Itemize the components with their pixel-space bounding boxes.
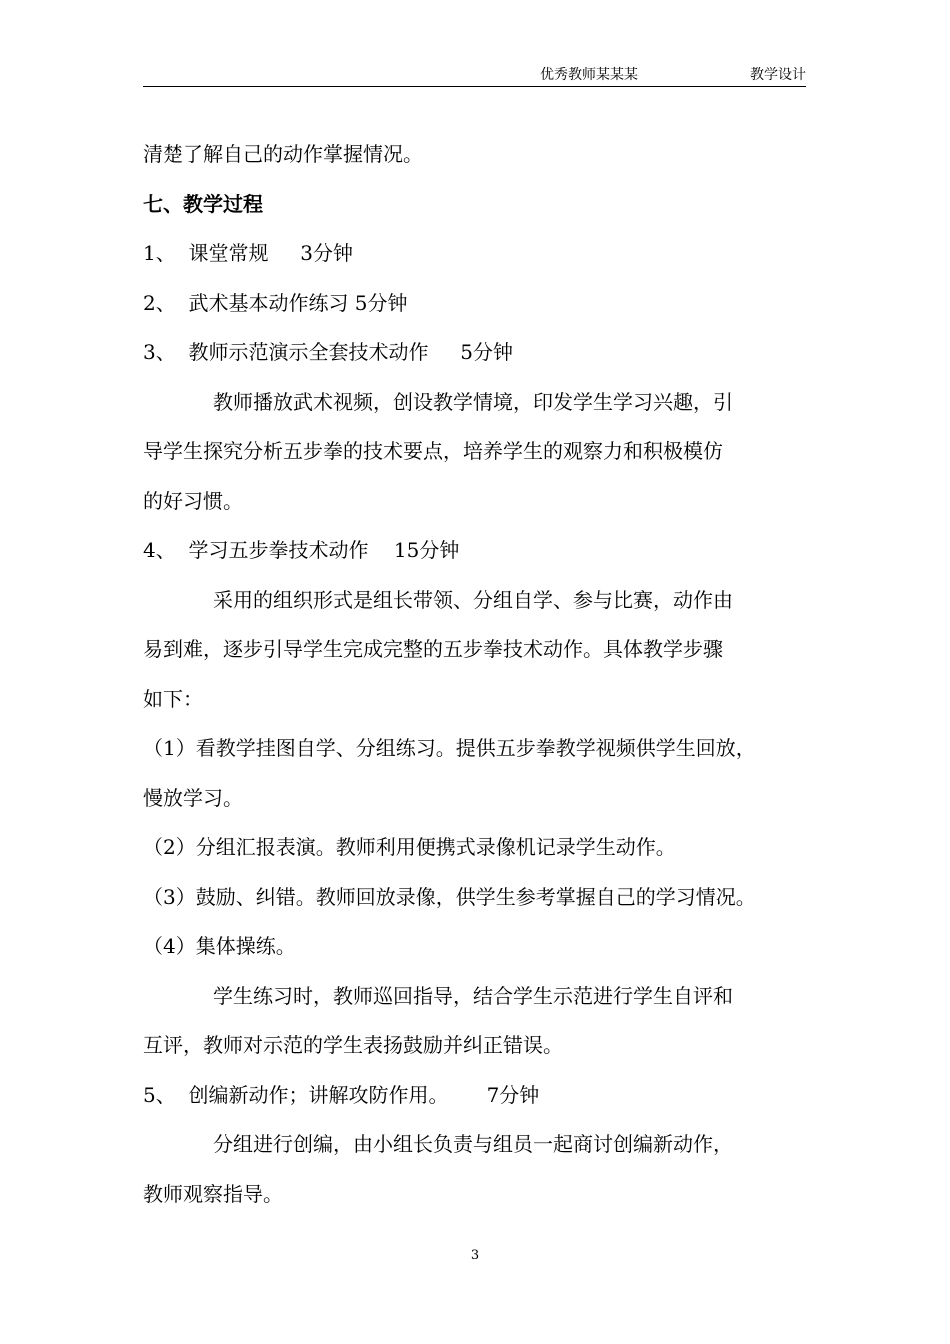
page-number: 3 [470, 1248, 480, 1263]
sub-step-item: （4）集体操练。 [143, 934, 296, 958]
paragraph-line: 导学生探究分析五步拳的技术要点，培养学生的观察力和积极模仿 [143, 439, 723, 463]
paragraph-line: 清楚了解自己的动作掌握情况。 [143, 142, 423, 166]
header-doc-type: 教学设计 [750, 67, 806, 83]
step-item: 2、 武术基本动作练习 5分钟 [143, 290, 408, 315]
step-item: 5、 创编新动作；讲解攻防作用。 7分钟 [143, 1082, 540, 1107]
paragraph-line: 如下： [143, 686, 203, 711]
paragraph-line: 分组进行创编，由小组长负责与组员一起商讨创编新动作， [213, 1132, 733, 1156]
step-item: 1、 课堂常规 3分钟 [143, 241, 353, 265]
paragraph-line: 教师观察指导。 [143, 1181, 283, 1206]
document-body [143, 130, 823, 1219]
paragraph-line: 学生练习时，教师巡回指导，结合学生示范进行学生自评和 [213, 983, 733, 1008]
paragraph-line: 教师播放武术视频，创设教学情境，印发学生学习兴趣，引 [213, 389, 733, 414]
paragraph-line: 采用的组织形式是组长带领、分组自学、参与比赛，动作由 [213, 587, 733, 612]
step-item: 3、 教师示范演示全套技术动作 5分钟 [143, 340, 513, 364]
paragraph-line: 的好习惯。 [143, 488, 243, 513]
sub-step-item: （2）分组汇报表演。教师利用便携式录像机记录学生动作。 [143, 835, 676, 859]
header-rule [143, 86, 806, 87]
sub-step-item: （3）鼓励、纠错。教师回放录像，供学生参考掌握自己的学习情况。 [143, 884, 756, 909]
paragraph-line: 慢放学习。 [143, 785, 243, 810]
header-author: 优秀教师某某某 [540, 67, 638, 83]
section-heading: 七、教学过程 [143, 191, 263, 216]
step-item: 4、 学习五步拳技术动作 15分钟 [143, 538, 460, 562]
paragraph-line: 互评，教师对示范的学生表扬鼓励并纠正错误。 [143, 1033, 563, 1057]
sub-step-item: （1）看教学挂图自学、分组练习。提供五步拳教学视频供学生回放， [143, 736, 756, 760]
page-header [143, 64, 806, 86]
paragraph-line: 易到难，逐步引导学生完成完整的五步拳技术动作。具体教学步骤 [143, 637, 723, 661]
